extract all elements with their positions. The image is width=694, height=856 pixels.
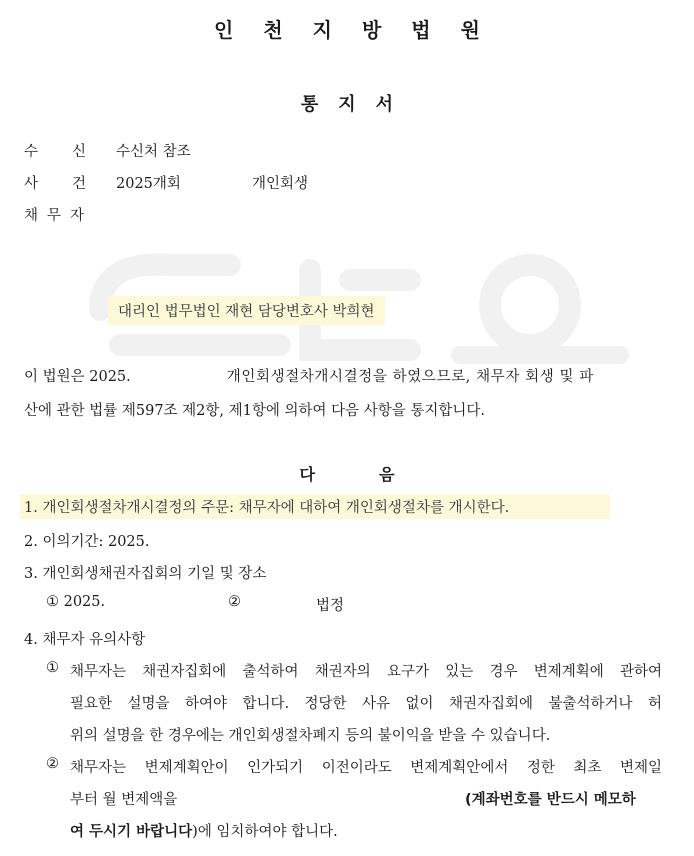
list-item-4-2-line-2: 부터 월 변제액을 (70, 792, 178, 808)
agent-line: 대리인 법무법인 재현 담당변호사 박희현 (108, 296, 385, 325)
list-item-4-2-line-3-bold: 여 두시기 바랍니다 (70, 824, 193, 840)
intro-line-2: 산에 관한 법률 제597조 제2항, 제1항에 의하여 다음 사항을 통지합니다. (24, 403, 486, 419)
list-item-4-2-line-1: 채무자는 변제계획안이 인가되기 이전이라도 변제계획안에서 정한 최초 변제일 (70, 760, 662, 776)
section-heading: 다음 (299, 465, 459, 484)
list-item-4-2-line-3-rest: )에 임치하여야 합니다. (192, 824, 338, 840)
list-item-4-2-line-2-bold: (계좌번호를 반드시 메모하 (465, 792, 636, 808)
list-item-4-1-marker: ① (46, 660, 59, 676)
list-item-3-room: 법정 (316, 598, 345, 614)
list-item-3-marker: ② (228, 594, 241, 610)
case-number: 2025개회 (116, 176, 181, 192)
list-item-3-date: ① 2025. (46, 594, 106, 610)
debtor-label: 채무자 (24, 208, 94, 224)
intro-line-1-end: 개인회생절차개시결정을 하였으므로, 채무자 회생 및 파 (226, 369, 594, 385)
list-item-4-1-line-1: 채무자는 채권자집회에 출석하여 채권자의 요구가 있는 경우 변제계획에 관하여 (70, 664, 662, 680)
list-item-4-1-line-2: 필요한 설명을 하여야 합니다. 정당한 사유 없이 채권자집회에 불출석하거나 허 (70, 696, 662, 712)
list-item-4-1-line-3: 위의 설명을 한 경우에는 개인회생절차폐지 등의 불이익을 받을 수 있습니다. (70, 728, 551, 744)
intro-line-1 (24, 362, 672, 392)
case-label: 사건 (24, 176, 121, 192)
intro-line-1-start: 이 법원은 2025. (24, 369, 131, 385)
recipient-value: 수신처 참조 (116, 144, 191, 160)
court-name: 인천지방법원 (214, 18, 510, 42)
document-title: 통지서 (300, 94, 414, 115)
list-item-4: 4. 채무자 유의사항 (24, 632, 146, 648)
list-item-4-2-marker: ② (46, 756, 59, 772)
recipient-label: 수신 (24, 144, 121, 160)
list-item-4-2-line-3 (70, 820, 338, 841)
list-item-2: 2. 이의기간: 2025. (24, 534, 150, 550)
list-item-1: 1. 개인회생절차개시결정의 주문: 채무자에 대하여 개인회생절차를 개시한다. (20, 494, 610, 519)
case-type: 개인회생 (252, 176, 309, 192)
list-item-3: 3. 개인회생채권자집회의 기일 및 장소 (24, 566, 267, 582)
